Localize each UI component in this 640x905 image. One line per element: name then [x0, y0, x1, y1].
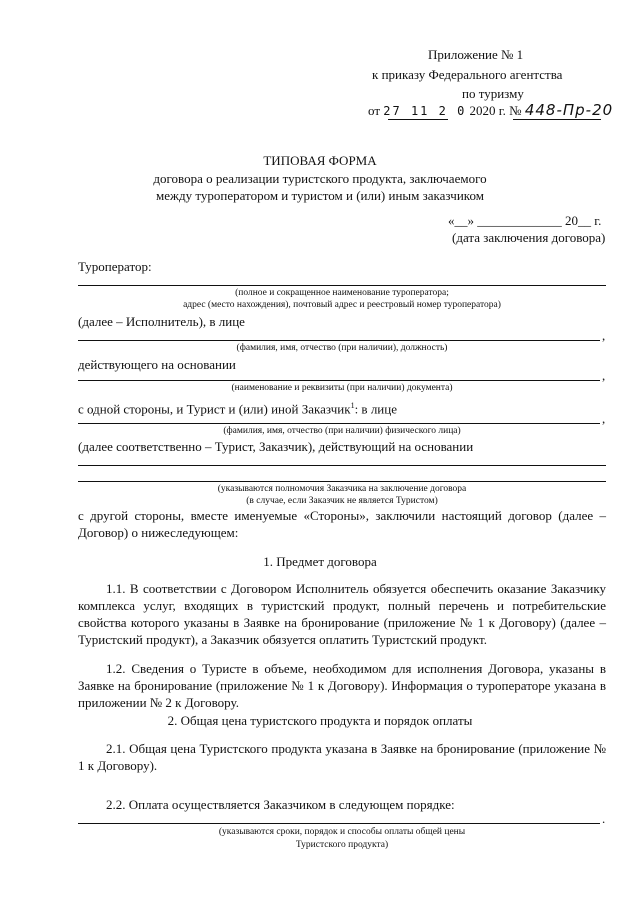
touroperator-name-line[interactable] — [78, 285, 606, 286]
order-reference: к приказу Федерального агентства — [372, 67, 563, 82]
date-prefix: от — [368, 103, 381, 118]
comma: , — [602, 411, 606, 426]
hint-authority-2: (в случае, если Заказчик не является Туристом) — [246, 496, 438, 506]
parties-closing: с другой стороны, вместе именуемые «Стороны», заключили настоящий договор (далее – Договор) о нижеследующем: — [78, 508, 606, 540]
hint-touroperator-address: адрес (место нахождения), почтовый адрес и реестровый номер туроператора) — [183, 300, 501, 310]
in-person-text: : в лице — [354, 401, 397, 417]
hint-authority-1: (указываются полномочия Заказчика на заключение договора — [217, 484, 467, 494]
clause-2-1: 2.1. Общая цена Туристского продукта указана в Заявке на бронирование (приложение № 1 к Договору). — [78, 741, 606, 773]
basis-document-line[interactable] — [78, 380, 600, 381]
form-subtitle-2: между туроператором и туристом и (или) иным заказчиком — [156, 188, 484, 203]
number-underline — [513, 119, 601, 120]
footnote-mark: 1 — [350, 401, 355, 410]
tourist-name-line[interactable] — [78, 423, 600, 424]
executor-line: (далее – Исполнитель), в лице — [78, 314, 245, 329]
order-number-handwritten: 448-Пр-20 — [524, 101, 614, 119]
hint-fio-person: (фамилия, имя, отчество (при наличии) физического лица) — [223, 426, 461, 436]
clause-1-1: 1.1. В соответствии с Договором Исполнитель обязуется обеспечить оказание Заказчику комплекса услуг, входящих в туристский продукт, полный перечень и потребительские свойства которого указаны в Заявке на бронирование (приложение № 1 к Договору) (далее – Туристский продукт), а Заказчик обязуется оплатить Туристский продукт. — [78, 581, 606, 647]
appendix-number: Приложение № 1 — [428, 47, 524, 62]
date-day: «__» — [448, 213, 474, 228]
contract-date-field[interactable] — [448, 212, 601, 229]
order-reference-agency: по туризму — [462, 86, 524, 101]
form-title: ТИПОВАЯ ФОРМА — [263, 153, 377, 168]
order-date-stamp: 27 11 2 0 — [383, 104, 467, 118]
section-1-heading: 1. Предмет договора — [263, 554, 377, 569]
authority-line-1[interactable] — [78, 465, 606, 466]
respectively-line: (далее соответственно – Турист, Заказчик), действующий на основании — [78, 439, 474, 454]
date-month: _____________ — [477, 213, 562, 228]
date-underline — [388, 119, 448, 120]
period: . — [602, 811, 606, 826]
comma: , — [602, 368, 606, 383]
clause-2-2: 2.2. Оплата осуществляется Заказчиком в следующем порядке: — [106, 797, 455, 812]
other-side-line — [78, 397, 397, 417]
touroperator-label: Туроператор: — [78, 259, 152, 274]
section-2-heading: 2. Общая цена туристского продукта и порядок оплаты — [167, 713, 473, 728]
order-date-line — [368, 102, 613, 120]
clause-1-2: 1.2. Сведения о Туристе в объеме, необходимом для исполнения Договора, указаны в Заявке на бронирование (приложение № 1 к Договору). Информация о туроператоре указана в приложении № 2 к Договору. — [78, 661, 606, 710]
hint-payment-2: Туристского продукта) — [295, 840, 389, 850]
form-subtitle-1: договора о реализации туристского продукта, заключаемого — [153, 171, 487, 186]
date-year: 20__ г. — [565, 213, 602, 228]
payment-terms-line[interactable] — [78, 823, 600, 824]
other-side-text: с одной стороны, и Турист и (или) иной Заказчик — [78, 401, 351, 417]
authority-line-2[interactable] — [78, 481, 606, 482]
hint-touroperator-name: (полное и сокращенное наименование туроператора; — [235, 288, 449, 298]
date-suffix: 2020 г. № — [469, 103, 522, 118]
comma: , — [602, 328, 606, 343]
hint-fio-position: (фамилия, имя, отчество (при наличии), должность) — [236, 343, 448, 353]
hint-document: (наименование и реквизиты (при наличии) документа) — [231, 383, 453, 393]
hint-payment-1: (указываются сроки, порядок и способы оплаты общей цены — [218, 827, 466, 837]
executor-person-line[interactable] — [78, 340, 600, 341]
acting-basis: действующего на основании — [78, 357, 236, 372]
contract-date-caption: (дата заключения договора) — [452, 230, 606, 245]
